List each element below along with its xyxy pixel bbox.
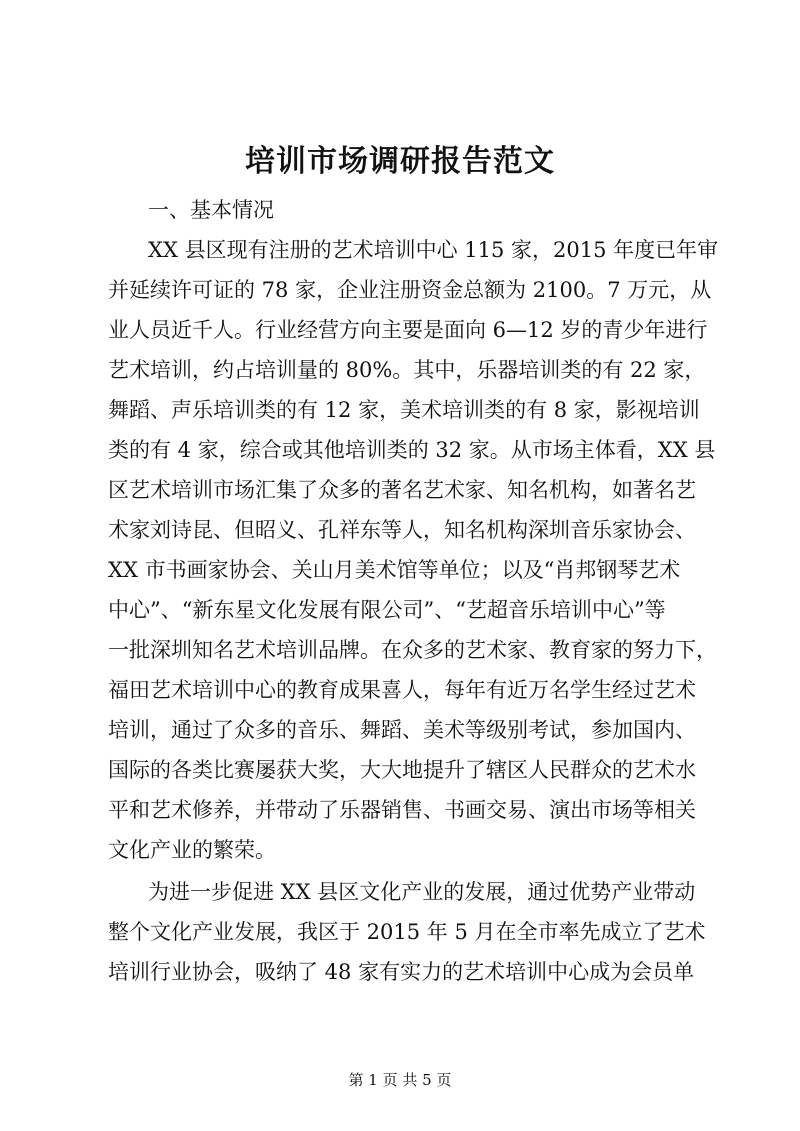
paragraph-line: 中心”、“新东星文化发展有限公司”、“艺超音乐培训中心”等	[108, 598, 666, 622]
paragraph-line: 业人员近千人。行业经营方向主要是面向 6—12 岁的青少年进行	[108, 318, 708, 342]
paragraph-line: 区艺术培训市场汇集了众多的著名艺术家、知名机构，如著名艺	[108, 478, 696, 502]
paragraph-line: 一批深圳知名艺术培训品牌。在众多的艺术家、教育家的努力下，	[108, 638, 717, 662]
paragraph-line: 国际的各类比赛屡获大奖，大大地提升了辖区人民群众的艺术水	[108, 758, 696, 782]
paragraph-line: XX 县区现有注册的艺术培训中心 115 家，2015 年度已年审	[148, 238, 719, 262]
paragraph-line: XX 市书画家协会、关山月美术馆等单位；以及“肖邦钢琴艺术	[108, 558, 681, 582]
paragraph-line: 平和艺术修养，并带动了乐器销售、书画交易、演出市场等相关	[108, 798, 696, 822]
paragraph-line: 舞蹈、声乐培训类的有 12 家，美术培训类的有 8 家，影视培训	[108, 398, 700, 422]
paragraph-line: 福田艺术培训中心的教育成果喜人，每年有近万名学生经过艺术	[108, 678, 696, 702]
paragraph-line: 并延续许可证的 78 家，企业注册资金总额为 2100。7 万元，从	[108, 278, 712, 302]
paragraph-line: 术家刘诗昆、但昭义、孔祥东等人，知名机构深圳音乐家协会、	[108, 518, 696, 542]
section-heading: 一、基本情况	[148, 198, 274, 222]
paragraph-line: 整个文化产业发展，我区于 2015 年 5 月在全市率先成立了艺术	[108, 920, 706, 944]
paragraph-line: 培训，通过了众多的音乐、舞蹈、美术等级别考试，参加国内、	[108, 718, 696, 742]
paragraph-line: 类的有 4 家，综合或其他培训类的 32 家。从市场主体看，XX 县	[108, 438, 716, 462]
paragraph-line: 培训行业协会，吸纳了 48 家有实力的艺术培训中心成为会员单	[108, 960, 695, 984]
paragraph-line: 文化产业的繁荣。	[108, 838, 276, 862]
document-title: 培训市场调研报告范文	[245, 144, 555, 179]
paragraph-line: 艺术培训，约占培训量的 80%。其中，乐器培训类的有 22 家，	[108, 358, 706, 382]
page-footer: 第 1 页 共 5 页	[348, 1071, 452, 1089]
paragraph-line: 为进一步促进 XX 县区文化产业的发展，通过优势产业带动	[148, 880, 696, 904]
